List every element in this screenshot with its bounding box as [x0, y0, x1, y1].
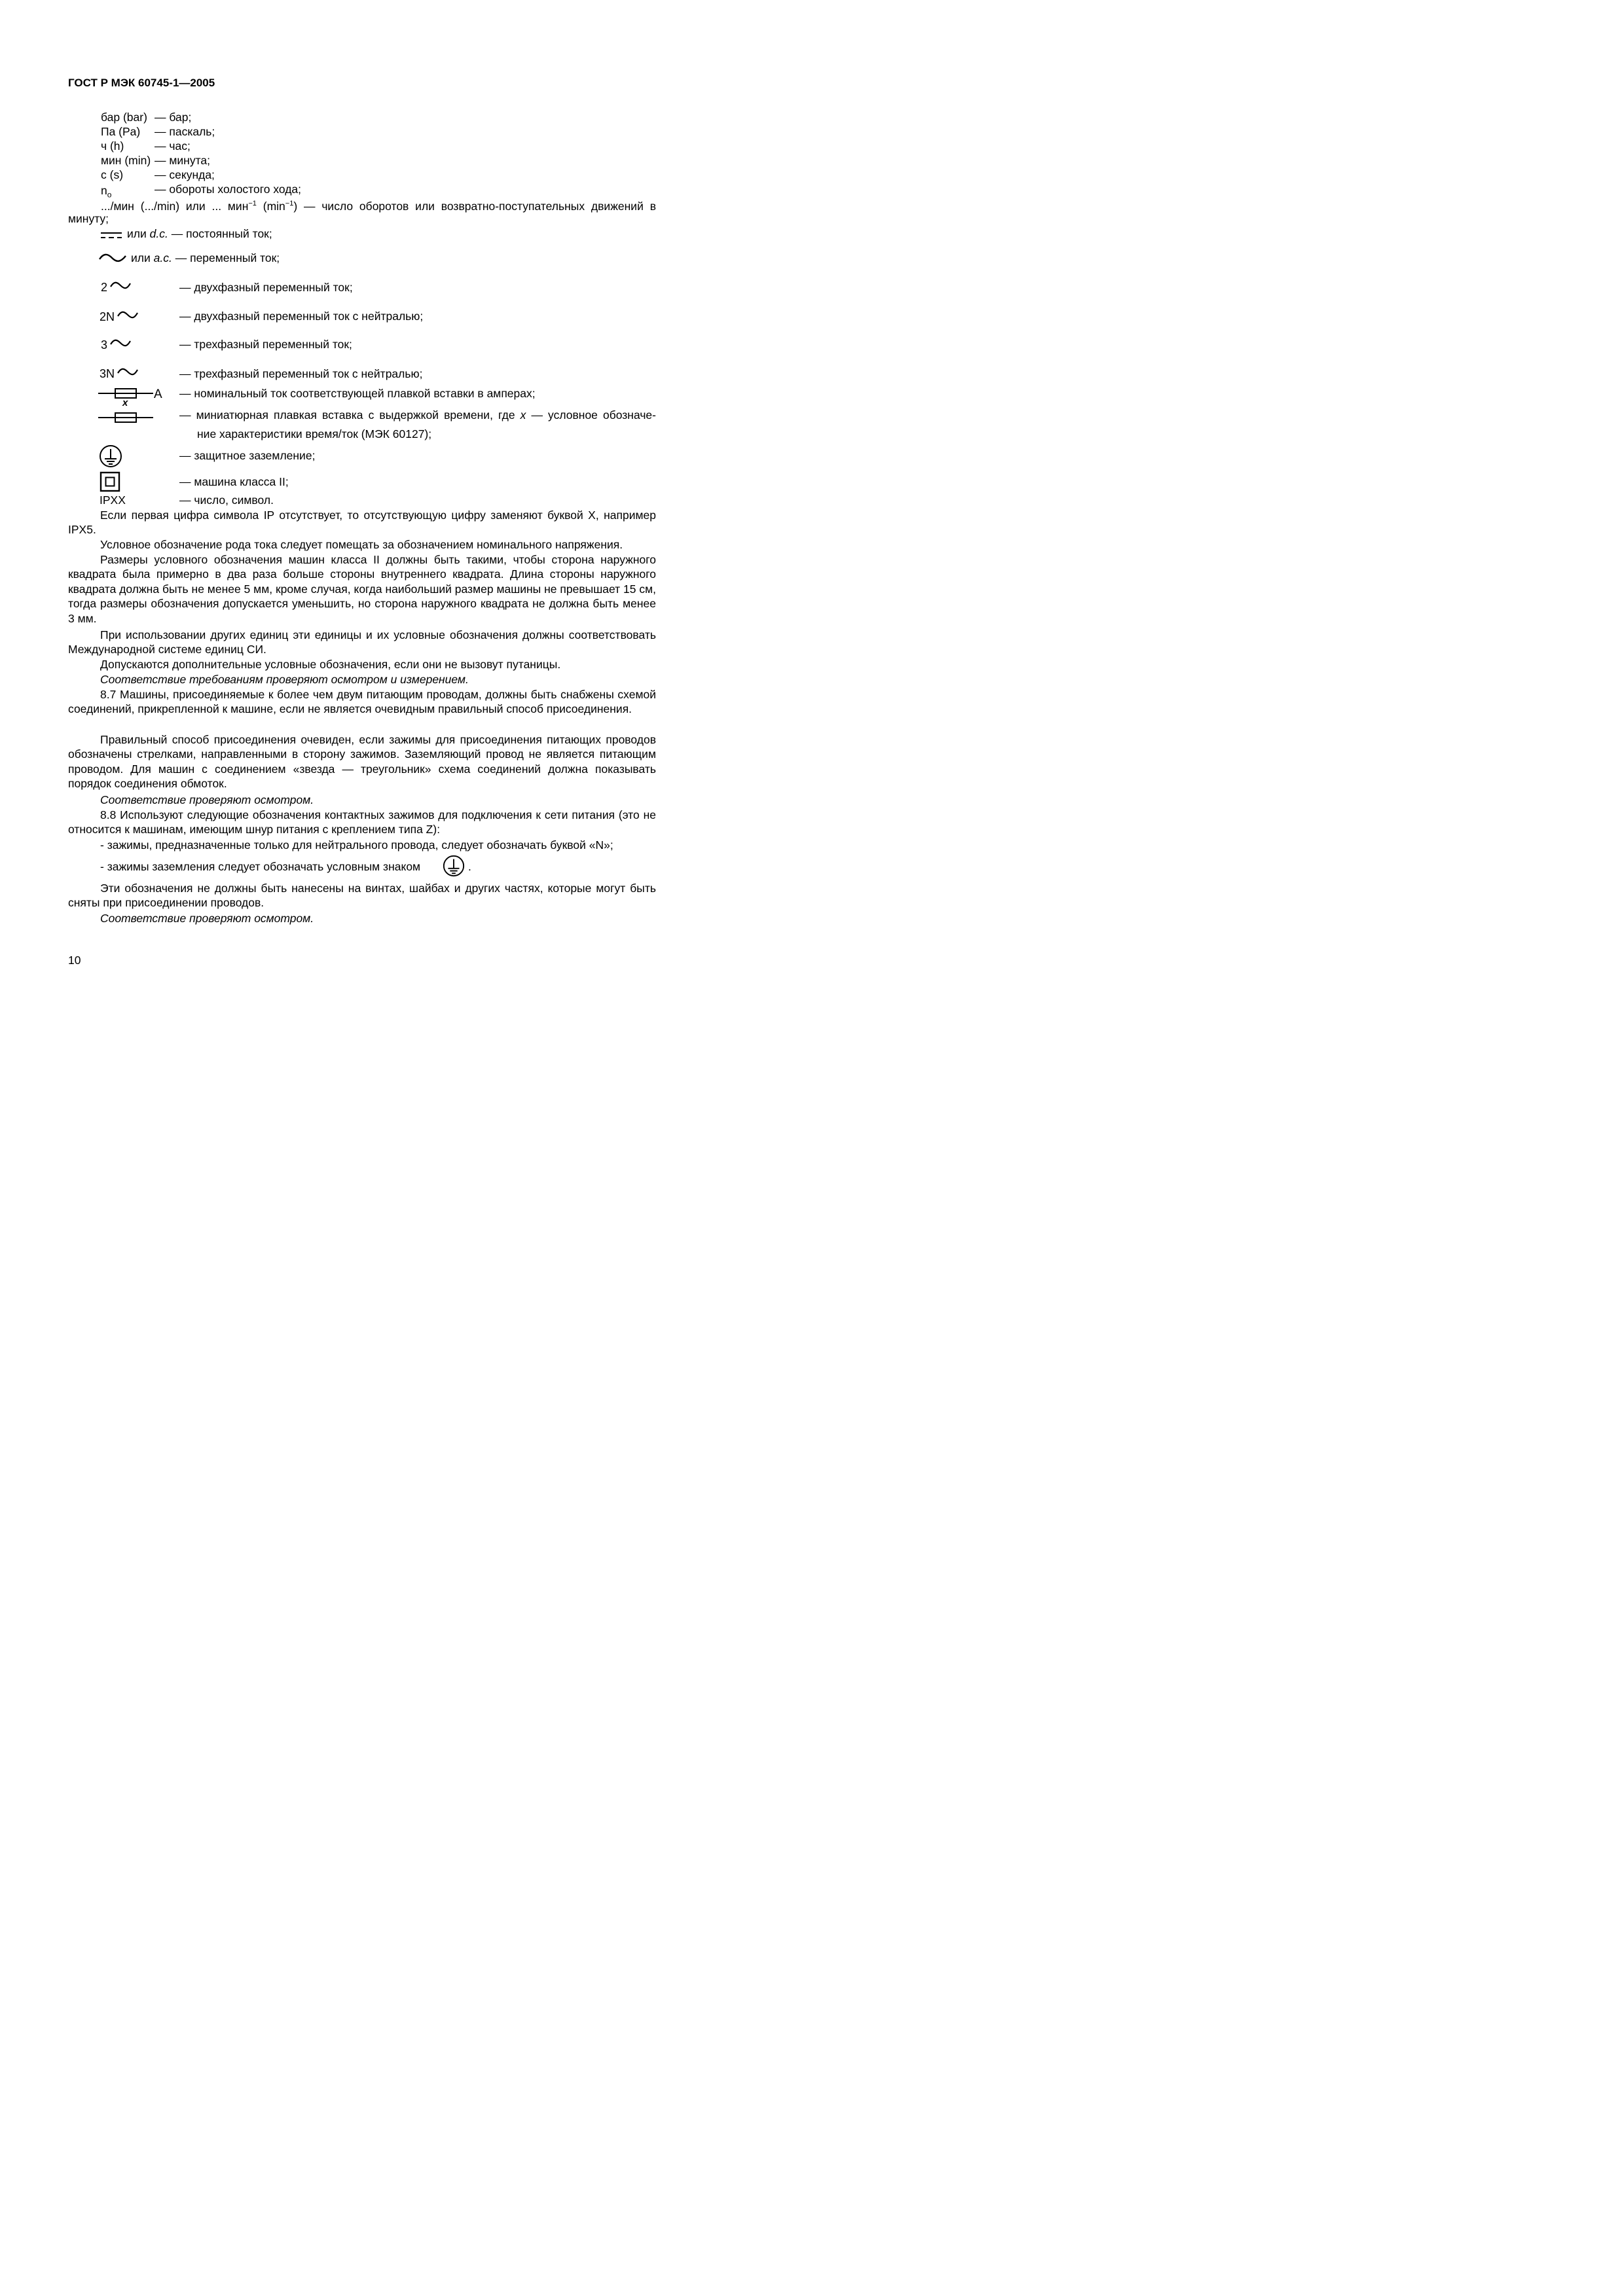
- n0-desc: — обороты холостого хода;: [155, 183, 302, 196]
- class-ii-icon: [100, 471, 120, 492]
- phase-label: 2: [101, 281, 108, 294]
- paragraph-8-8: 8.8 Используют следующие обозначения контактных зажимов для подключения к сети питания (это не относится к машинам, имеющим шнур питания с креплением типа Z):: [68, 808, 656, 836]
- unit-desc: — час;: [155, 139, 191, 152]
- paragraph-current-type: Условное обозначение рода тока следует помещать за обозначением номинального напряжения.: [100, 538, 623, 551]
- unit-abbr: Па (Pa): [101, 125, 141, 138]
- dc-abbr: d.c.: [149, 227, 168, 240]
- phase-desc: — двухфазный переменный ток с нейтралью;: [179, 310, 424, 323]
- class2-desc: — машина класса II;: [179, 475, 289, 488]
- n0-base: n: [101, 184, 107, 197]
- dc-desc: — постоянный ток;: [171, 227, 272, 240]
- rotation-sup-2: −1: [285, 200, 294, 207]
- unit-abbr: мин (min): [101, 154, 151, 167]
- unit-abbr: ч (h): [101, 139, 124, 152]
- rotation-part-b: (min: [256, 199, 285, 213]
- ac-wave-icon: [117, 367, 139, 377]
- paragraph-connection: Правильный способ присоединения очевиден, если зажимы для присоединения питающих проводов обозначены стрелками, направленными в сторону зажимов. Заземляющий провод не является питающим проводом. Для машин с соединением «звезда — треугольник» схема соединений должна показывать порядок соединения обмоток.: [68, 733, 656, 791]
- mini-fuse-desc-a: — миниатюрная плавкая вставка с выдержкой времени, где: [179, 408, 520, 422]
- ipxx-desc: — число, символ.: [179, 493, 274, 507]
- ac-or: или: [131, 251, 151, 264]
- phase-label: 3N: [100, 367, 115, 380]
- paragraph-earth-terminal: [100, 859, 420, 874]
- rotation-line: [101, 196, 656, 213]
- dc-or: или: [127, 227, 147, 240]
- unit-desc: — секунда;: [155, 168, 215, 181]
- paragraph-ip: Если первая цифра символа IP отсутствует, то отсутствующую цифру заменяют буквой X, например IPX5.: [68, 509, 656, 537]
- paragraph-compliance-1: Соответствие требованиям проверяют осмотром и измерением.: [100, 673, 469, 686]
- document-header: ГОСТ Р МЭК 60745-1—2005: [68, 77, 215, 89]
- paragraph-class-ii-size: Размеры условного обозначения машин класса II должны быть такими, чтобы сторона наружного квадрата была примерно в два раза больше стороны внутреннего квадрата. Длина стороны наружного квадрата должна быть не менее 5 мм, кроме случая, когда наибольший размер машины не превышает 15 см, тогда размеры обозначения допускается уменьшить, но сторона наружного квадрата не должна быть менее 3 мм.: [68, 553, 656, 625]
- mini-fuse-desc-b: — условное обозначе-: [526, 408, 656, 422]
- mini-fuse-symbol-label: x: [122, 397, 128, 408]
- paragraph-screws: Эти обозначения не должны быть нанесены на винтах, шайбах и других частях, которые могут быть сняты при присоединении проводов.: [68, 882, 656, 910]
- unit-abbr: бар (bar): [101, 111, 147, 124]
- mini-fuse-desc-x: x: [520, 408, 526, 422]
- miniature-fuse-icon: [98, 410, 153, 425]
- phase-label: 2N: [100, 310, 115, 323]
- fuse-desc: — номинальный ток соответствующей плавкой вставки в амперах;: [179, 387, 536, 400]
- phase-desc: — двухфазный переменный ток;: [179, 281, 353, 294]
- dc-symbol-icon: [100, 231, 123, 240]
- protective-earth-icon: [98, 444, 123, 469]
- unit-desc: — паскаль;: [155, 125, 215, 138]
- rotation-cont: минуту;: [68, 212, 109, 225]
- phase-desc: — трехфазный переменный ток;: [179, 338, 352, 351]
- unit-abbr: с (s): [101, 168, 124, 181]
- paragraph-8-7: 8.7 Машины, присоединяемые к более чем двум питающим проводам, должны быть снабжены схемой соединений, прикрепленной к машине, если не является очевидным правильный способ присоединения.: [68, 688, 656, 716]
- mini-fuse-desc: [179, 408, 656, 422]
- paragraph-si-units: При использовании других единиц эти единицы и их условные обозначения должны соответствовать Международной системе единиц СИ.: [68, 628, 656, 656]
- ac-abbr: a.c.: [153, 251, 172, 264]
- phase-label: 3: [101, 338, 108, 351]
- unit-desc: — минута;: [155, 154, 210, 167]
- earth-terminal-text: - зажимы заземления следует обозначать условным знаком: [100, 860, 421, 873]
- paragraph-additional: Допускаются дополнительные условные обозначения, если они не вызовут путаницы.: [100, 658, 561, 671]
- ac-wave-icon: [117, 310, 139, 320]
- n0-subscript: o: [107, 190, 112, 200]
- ac-wave-icon: [109, 338, 132, 348]
- dc-line: [127, 226, 272, 241]
- rotation-part-c: ) — число оборотов или возвратно-поступательных движений в: [293, 199, 656, 213]
- paragraph-compliance-2: Соответствие проверяют осмотром.: [100, 793, 314, 806]
- ac-desc: — переменный ток;: [175, 251, 280, 264]
- earth-terminal-period: .: [468, 860, 471, 873]
- ipxx-label: IPXX: [100, 493, 126, 507]
- earth-terminal-icon: [442, 854, 465, 878]
- rotation-sup-1: −1: [248, 200, 257, 207]
- earth-desc: — защитное заземление;: [179, 449, 316, 462]
- paragraph-neutral: - зажимы, предназначенные только для нейтрального провода, следует обозначать буквой «N»;: [100, 838, 613, 852]
- phase-desc: — трехфазный переменный ток с нейтралью;: [179, 367, 423, 380]
- ac-symbol-icon: [98, 252, 127, 264]
- ac-wave-icon: [109, 280, 132, 291]
- mini-fuse-desc-cont: ние характеристики время/ток (МЭК 60127);: [197, 427, 432, 440]
- rotation-part-a: .../мин (.../min) или ... мин: [101, 199, 249, 213]
- fuse-symbol-label: A: [154, 387, 162, 401]
- unit-desc: — бар;: [155, 111, 192, 124]
- page-number: 10: [68, 954, 81, 967]
- paragraph-compliance-3: Соответствие проверяют осмотром.: [100, 912, 314, 925]
- ac-line: [131, 251, 280, 265]
